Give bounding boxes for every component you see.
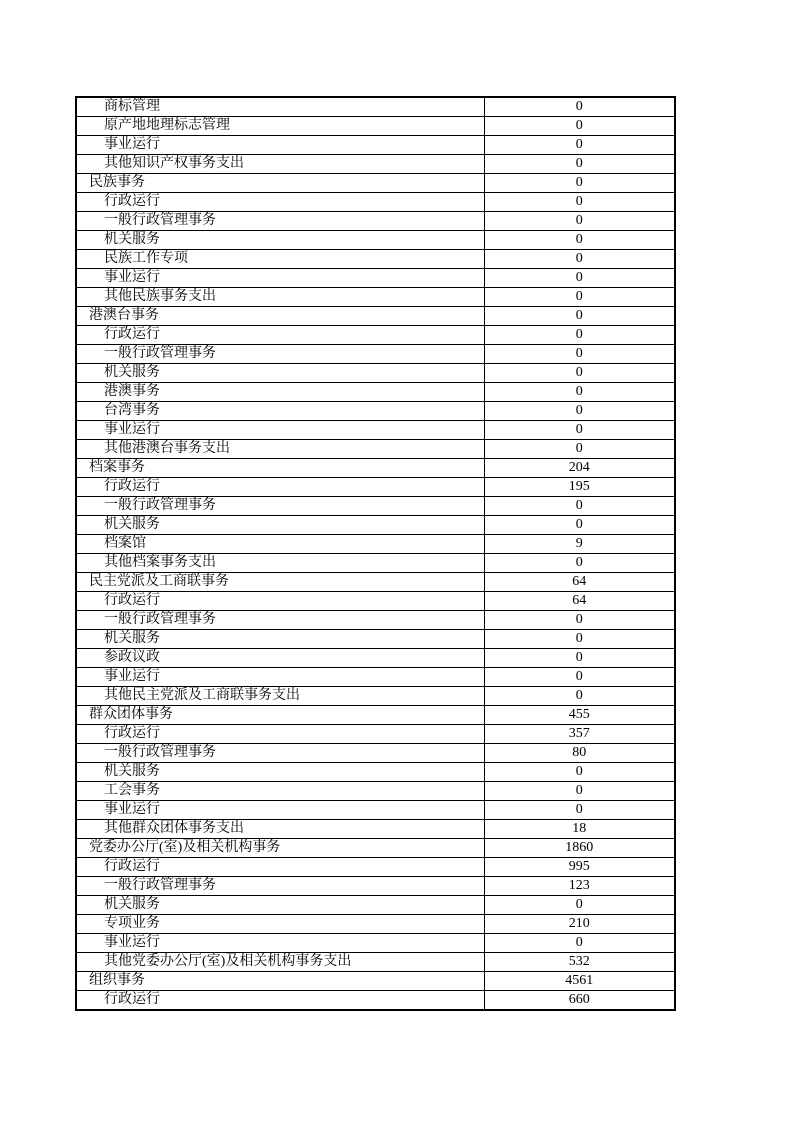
amount-cell: 0 [484,516,675,535]
table-row [76,820,675,839]
amount-cell: 0 [484,326,675,345]
table-row [76,269,675,288]
table-row [76,193,675,212]
category-cell: 行政运行 [76,193,484,212]
category-cell: 机关服务 [76,763,484,782]
amount-cell: 0 [484,97,675,117]
table-row [76,345,675,364]
category-cell: 机关服务 [76,516,484,535]
table-row [76,782,675,801]
category-cell: 一般行政管理事务 [76,345,484,364]
table-row [76,402,675,421]
amount-cell: 0 [484,611,675,630]
category-cell: 商标管理 [76,97,484,117]
table-row [76,611,675,630]
amount-cell: 0 [484,782,675,801]
amount-cell: 0 [484,440,675,459]
category-cell: 行政运行 [76,725,484,744]
table-row [76,668,675,687]
amount-cell: 123 [484,877,675,896]
table-row [76,573,675,592]
table-row [76,440,675,459]
table-row [76,706,675,725]
amount-cell: 9 [484,535,675,554]
table-row [76,364,675,383]
amount-cell: 0 [484,554,675,573]
table-row [76,478,675,497]
category-cell: 行政运行 [76,326,484,345]
table-row [76,972,675,991]
category-cell: 专项业务 [76,915,484,934]
amount-cell: 80 [484,744,675,763]
category-cell: 一般行政管理事务 [76,744,484,763]
category-cell: 民族工作专项 [76,250,484,269]
category-cell: 机关服务 [76,364,484,383]
amount-cell: 0 [484,630,675,649]
amount-cell: 0 [484,668,675,687]
table-row [76,117,675,136]
table-row [76,497,675,516]
table-row [76,231,675,250]
amount-cell: 0 [484,763,675,782]
amount-cell: 455 [484,706,675,725]
category-cell: 原产地地理标志管理 [76,117,484,136]
category-cell: 一般行政管理事务 [76,212,484,231]
category-cell: 民族事务 [76,174,484,193]
table-row [76,744,675,763]
table-row [76,326,675,345]
category-cell: 事业运行 [76,269,484,288]
amount-cell: 0 [484,307,675,326]
category-cell: 机关服务 [76,896,484,915]
category-cell: 行政运行 [76,592,484,611]
table-row [76,630,675,649]
category-cell: 机关服务 [76,231,484,250]
category-cell: 一般行政管理事务 [76,497,484,516]
amount-cell: 0 [484,250,675,269]
table-row [76,839,675,858]
table-row [76,896,675,915]
amount-cell: 0 [484,155,675,174]
category-cell: 民主党派及工商联事务 [76,573,484,592]
category-cell: 事业运行 [76,801,484,820]
table-row [76,421,675,440]
amount-cell: 532 [484,953,675,972]
amount-cell: 0 [484,497,675,516]
amount-cell: 660 [484,991,675,1011]
table-row [76,459,675,478]
amount-cell: 0 [484,231,675,250]
amount-cell: 64 [484,573,675,592]
budget-table [75,96,676,1011]
category-cell: 其他群众团体事务支出 [76,820,484,839]
amount-cell: 0 [484,117,675,136]
table-row [76,649,675,668]
amount-cell: 1860 [484,839,675,858]
amount-cell: 0 [484,934,675,953]
category-cell: 其他民主党派及工商联事务支出 [76,687,484,706]
category-cell: 其他民族事务支出 [76,288,484,307]
category-cell: 其他知识产权事务支出 [76,155,484,174]
table-row [76,535,675,554]
amount-cell: 0 [484,896,675,915]
amount-cell: 0 [484,402,675,421]
category-cell: 参政议政 [76,649,484,668]
category-cell: 事业运行 [76,421,484,440]
amount-cell: 0 [484,288,675,307]
table-row [76,155,675,174]
category-cell: 事业运行 [76,934,484,953]
amount-cell: 0 [484,269,675,288]
category-cell: 事业运行 [76,136,484,155]
amount-cell: 0 [484,193,675,212]
amount-cell: 0 [484,345,675,364]
budget-table-body [76,97,675,1010]
table-row [76,801,675,820]
amount-cell: 210 [484,915,675,934]
amount-cell: 0 [484,136,675,155]
amount-cell: 18 [484,820,675,839]
category-cell: 档案事务 [76,459,484,478]
category-cell: 港澳事务 [76,383,484,402]
category-cell: 一般行政管理事务 [76,877,484,896]
amount-cell: 995 [484,858,675,877]
table-row [76,858,675,877]
amount-cell: 0 [484,421,675,440]
amount-cell: 0 [484,212,675,231]
table-row [76,953,675,972]
amount-cell: 195 [484,478,675,497]
category-cell: 台湾事务 [76,402,484,421]
table-row [76,288,675,307]
table-row [76,763,675,782]
category-cell: 机关服务 [76,630,484,649]
amount-cell: 0 [484,801,675,820]
category-cell: 其他档案事务支出 [76,554,484,573]
category-cell: 组织事务 [76,972,484,991]
table-row [76,877,675,896]
table-row [76,97,675,117]
category-cell: 行政运行 [76,991,484,1011]
category-cell: 工会事务 [76,782,484,801]
table-row [76,934,675,953]
table-row [76,516,675,535]
amount-cell: 0 [484,649,675,668]
amount-cell: 4561 [484,972,675,991]
amount-cell: 357 [484,725,675,744]
table-row [76,554,675,573]
table-row [76,174,675,193]
amount-cell: 0 [484,687,675,706]
category-cell: 档案馆 [76,535,484,554]
amount-cell: 64 [484,592,675,611]
table-row [76,592,675,611]
table-row [76,307,675,326]
table-row [76,250,675,269]
table-row [76,383,675,402]
category-cell: 港澳台事务 [76,307,484,326]
category-cell: 其他港澳台事务支出 [76,440,484,459]
amount-cell: 0 [484,364,675,383]
category-cell: 群众团体事务 [76,706,484,725]
category-cell: 行政运行 [76,478,484,497]
category-cell: 党委办公厅(室)及相关机构事务 [76,839,484,858]
table-row [76,725,675,744]
table-row [76,687,675,706]
category-cell: 其他党委办公厅(室)及相关机构事务支出 [76,953,484,972]
amount-cell: 0 [484,174,675,193]
amount-cell: 0 [484,383,675,402]
category-cell: 行政运行 [76,858,484,877]
table-row [76,136,675,155]
table-row [76,915,675,934]
table-row [76,212,675,231]
category-cell: 一般行政管理事务 [76,611,484,630]
category-cell: 事业运行 [76,668,484,687]
table-row [76,991,675,1011]
amount-cell: 204 [484,459,675,478]
